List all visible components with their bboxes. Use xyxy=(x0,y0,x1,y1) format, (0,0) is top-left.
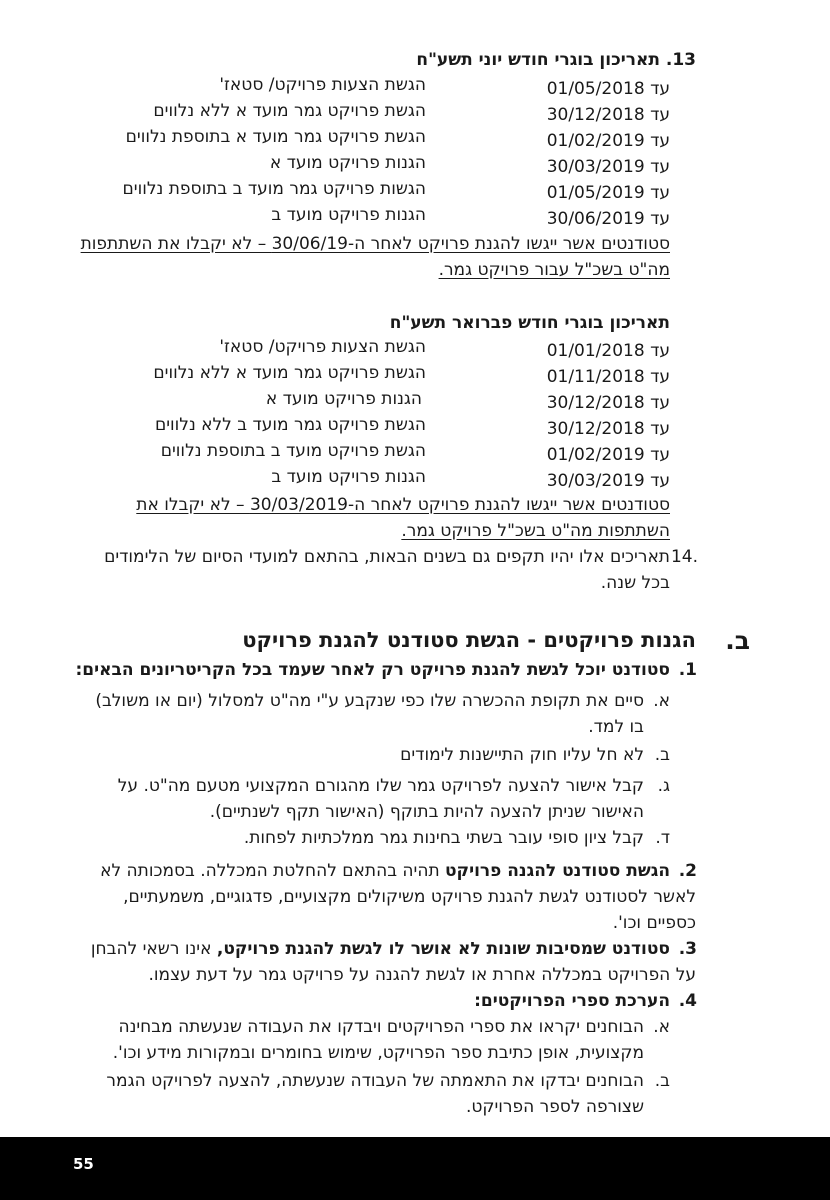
subitem-text: הבוחנים יבדקו את התאמתה של העבודה שנעשתה, להצעה לפרויקט הגמר xyxy=(106,1071,644,1091)
item-2-rest: תהיה בהתאם להחלטת המכללה. בסמכותה לא xyxy=(100,861,446,881)
section-feb-note-cont: השתתפות מה"ט בשכ"ל פרויקט גמר. xyxy=(401,521,670,541)
subitem-label: ג. xyxy=(657,776,670,796)
subitem-label: א. xyxy=(653,1017,670,1037)
schedule-description: הגשת הצעות פרויקט/ סטאז' xyxy=(219,337,426,357)
subitem-text: מקצועית, אופן כתיבת ספר הפרויקט, שימוש בחומרים ובמקורות מידע וכו'. xyxy=(112,1043,644,1063)
subitem-text: שצורפה לספר הפרויקט. xyxy=(465,1097,644,1117)
subitem-label: ב. xyxy=(654,745,670,765)
item-14-text-cont: בכל שנה. xyxy=(600,573,670,593)
schedule-description: הגשת הצעות פרויקט/ סטאז' xyxy=(219,75,426,95)
section-13-note: סטודנטים אשר ייגשו להגנת פרויקט לאחר ה-30/06/19 – לא יקבלו את השתתפות xyxy=(80,234,670,254)
schedule-description: הגשת פרויקט גמר מועד א ללא נלווים xyxy=(153,101,426,121)
schedule-date: עד 30/06/2019 xyxy=(546,209,670,229)
subitem-text: בו למד. xyxy=(588,717,644,737)
schedule-description: הגנות פרויקט מועד א xyxy=(269,153,426,173)
item-2-text-cont: לאשר לסטודנט לגשת להגנת פרויקט משיקולים מקצועיים, פדגוגיים, משמעתיים, xyxy=(123,887,696,907)
item-2-text-cont: כספיים וכו'. xyxy=(612,913,696,933)
schedule-description: הגשת פרויקט מועד ב בתוספת נלווים xyxy=(160,441,426,461)
schedule-date: עד 30/12/2018 xyxy=(546,393,670,413)
item-2-number: 2. xyxy=(678,861,697,881)
item-2-text xyxy=(100,860,670,882)
schedule-date: עד 30/12/2018 xyxy=(546,105,670,125)
subitem-text: קבל אישור להצעה לפרויקט גמר שלו מהגורם המקצועי מטעם מה"ט. על xyxy=(117,776,644,796)
item-14-text: תאריכים אלו יהיו תקפים גם בשנים הבאות, בהתאם למועדי הסיום של הלימודים xyxy=(104,547,670,567)
item-3-rest: אינו רשאי להבחן xyxy=(90,939,217,959)
page-number: 55 xyxy=(73,1155,94,1173)
schedule-date: עד 30/12/2018 xyxy=(546,419,670,439)
item-3-bold: סטודנט שמסיבות שונות לא אושר לו לגשת להגנת פרויקט, xyxy=(216,939,670,959)
section-b-letter: ב. xyxy=(725,626,750,655)
subitem-label: א. xyxy=(653,691,670,711)
schedule-description: הגנות פרויקט מועד ב xyxy=(271,467,426,487)
section-13-note-cont: מה"ט בשכ"ל עבור פרויקט גמר. xyxy=(438,260,670,280)
page-footer xyxy=(0,1137,830,1200)
schedule-date: עד 01/05/2018 xyxy=(546,79,670,99)
schedule-description: הגשת פרויקט גמר מועד א בתוספת נלווים xyxy=(125,127,426,147)
subitem-text: סיים את תקופת ההכשרה שלו כפי שנקבע ע"י מה"ט למסלול (יום או משולב) xyxy=(95,691,644,711)
schedule-date: עד 30/03/2019 xyxy=(546,471,670,491)
schedule-description: הגשת פרויקט גמר מועד א ללא נלווים xyxy=(153,363,426,383)
section-b-title: הגנות פרויקטים - הגשת סטודנט להגנת פרויקט xyxy=(242,628,696,652)
schedule-description: הגשות פרויקט גמר מועד ב בתוספת נלווים xyxy=(122,179,426,199)
subitem-text: האישור שניתן להצעה להיות בתוקף (האישור תקף לשנתיים). xyxy=(209,802,644,822)
schedule-date: עד 01/11/2018 xyxy=(546,367,670,387)
subitem-label: ב. xyxy=(654,1071,670,1091)
item-4-heading: הערכת ספרי הפרויקטים: xyxy=(474,991,670,1011)
item-4-number: 4. xyxy=(678,991,697,1011)
schedule-date: עד 01/02/2019 xyxy=(546,445,670,465)
item-3-number: 3. xyxy=(678,939,697,959)
section-feb-note: סטודנטים אשר ייגשו להגנת פרויקט לאחר ה-30/03/2019 – לא יקבלו את xyxy=(136,495,670,515)
item-3-text-cont: על הפרויקט במכללה אחרת או לגשת להגנה על פרויקט גמר על דעת עצמו. xyxy=(148,965,696,985)
subitem-text: לא חל עליו חוק התיישנות לימודים xyxy=(400,745,644,765)
subitem-text: הבוחנים יקראו את ספרי הפרויקטים ויבדקו את העבודה שנעשתה מבחינה xyxy=(118,1017,644,1037)
schedule-date: עד 01/02/2019 xyxy=(546,131,670,151)
item-1-heading: סטודנט יוכל לגשת להגנת פרויקט רק לאחר שעמד בכל הקריטריונים הבאים: xyxy=(75,660,670,680)
schedule-description: הגנות פרויקט מועד א xyxy=(265,389,422,409)
schedule-description: הגשת פרויקט גמר מועד ב ללא נלווים xyxy=(154,415,426,435)
item-1-number: 1. xyxy=(678,660,697,680)
item-3-text xyxy=(91,938,670,960)
schedule-date: עד 01/01/2018 xyxy=(546,341,670,361)
subitem-label: ד. xyxy=(655,828,670,848)
schedule-date: עד 30/03/2019 xyxy=(546,157,670,177)
schedule-date: עד 01/05/2019 xyxy=(546,183,670,203)
subitem-text: קבל ציון סופי עובר בשתי בחינות גמר ממלכתיות לפחות. xyxy=(243,828,644,848)
item-14-number: 14. xyxy=(670,547,698,567)
section-feb-heading: תאריכון בוגרי חודש פברואר תשע"ח xyxy=(389,313,670,333)
item-2-bold: הגשת סטודנט להגנה פרויקט xyxy=(445,861,670,881)
schedule-description: הגנות פרויקט מועד ב xyxy=(271,205,426,225)
section-13-heading: 13. תאריכון בוגרי חודש יוני תשע"ח xyxy=(416,50,696,70)
